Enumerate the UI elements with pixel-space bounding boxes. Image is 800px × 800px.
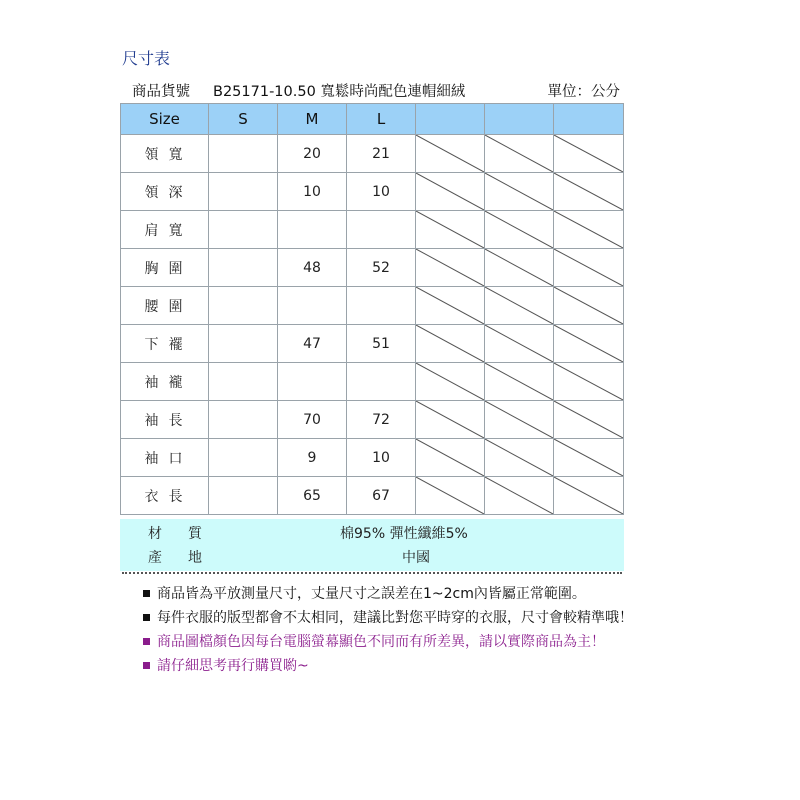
table-row	[121, 439, 624, 477]
table-row	[121, 401, 624, 439]
product-line	[120, 80, 624, 100]
diagonal-line	[416, 135, 484, 172]
cell-s	[209, 401, 278, 439]
diagonal-empty-cell	[485, 135, 554, 173]
diagonal-line	[485, 477, 553, 514]
note-item	[143, 606, 633, 630]
cell-l	[347, 211, 416, 249]
cell-l: 52	[347, 249, 416, 287]
cell-m: 65	[278, 477, 347, 515]
row-label: 腰圍	[121, 287, 209, 325]
header-s: S	[209, 104, 278, 135]
cell-s	[209, 477, 278, 515]
diagonal-line	[416, 325, 484, 362]
row-label: 衣長	[121, 477, 209, 515]
cell-s	[209, 173, 278, 211]
diagonal-line	[485, 173, 553, 210]
diagonal-empty-cell	[416, 439, 485, 477]
diagonal-empty-cell	[416, 249, 485, 287]
diagonal-line	[485, 135, 553, 172]
bullet-square-icon	[143, 662, 150, 669]
size-table-header	[121, 104, 624, 135]
diagonal-empty-cell	[485, 211, 554, 249]
cell-m: 47	[278, 325, 347, 363]
cell-l: 21	[347, 135, 416, 173]
diagonal-line	[554, 325, 623, 362]
note-text: 請仔細思考再行購買喲~	[157, 658, 309, 674]
diagonal-line	[485, 439, 553, 476]
diagonal-empty-cell	[554, 325, 624, 363]
note-text: 每件衣服的版型都會不太相同，建議比對您平時穿的衣服，尺寸會較精準哦！	[157, 610, 633, 626]
row-label: 胸圍	[121, 249, 209, 287]
cell-m	[278, 211, 347, 249]
table-row	[121, 173, 624, 211]
header-empty	[554, 104, 624, 135]
cell-m: 70	[278, 401, 347, 439]
diagonal-line	[485, 287, 553, 324]
diagonal-line	[554, 173, 623, 210]
cell-m	[278, 363, 347, 401]
diagonal-line	[416, 363, 484, 400]
cell-m	[278, 287, 347, 325]
diagonal-empty-cell	[554, 477, 624, 515]
row-label: 袖口	[121, 439, 209, 477]
header-m: M	[278, 104, 347, 135]
diagonal-empty-cell	[416, 363, 485, 401]
note-item	[143, 582, 633, 606]
diagonal-empty-cell	[554, 173, 624, 211]
diagonal-line	[416, 173, 484, 210]
product-code-name: B25171-10.50 寬鬆時尚配色連帽細絨	[213, 84, 466, 100]
notes-list	[143, 582, 633, 678]
diagonal-empty-cell	[416, 477, 485, 515]
cell-m: 20	[278, 135, 347, 173]
diagonal-empty-cell	[416, 401, 485, 439]
diagonal-empty-cell	[554, 401, 624, 439]
row-label: 領深	[121, 173, 209, 211]
bullet-square-icon	[143, 590, 150, 597]
cell-l: 72	[347, 401, 416, 439]
cell-l: 10	[347, 173, 416, 211]
diagonal-empty-cell	[554, 287, 624, 325]
header-empty	[416, 104, 485, 135]
diagonal-empty-cell	[485, 363, 554, 401]
row-label: 袖長	[121, 401, 209, 439]
diagonal-empty-cell	[485, 249, 554, 287]
note-text: 商品圖檔顏色因每台電腦螢幕顯色不同而有所差異，請以實際商品為主！	[157, 634, 605, 650]
diagonal-line	[554, 401, 623, 438]
diagonal-empty-cell	[416, 287, 485, 325]
cell-s	[209, 249, 278, 287]
diagonal-empty-cell	[485, 325, 554, 363]
size-table	[120, 103, 624, 515]
cell-s	[209, 287, 278, 325]
material-label: 材 質	[148, 526, 208, 542]
diagonal-line	[554, 211, 623, 248]
cell-s	[209, 439, 278, 477]
cell-s	[209, 325, 278, 363]
table-row	[121, 249, 624, 287]
diagonal-line	[554, 363, 623, 400]
page-title: 尺寸表	[122, 49, 171, 68]
diagonal-empty-cell	[416, 135, 485, 173]
cell-l	[347, 363, 416, 401]
table-row	[121, 363, 624, 401]
diagonal-line	[416, 401, 484, 438]
diagonal-line	[485, 401, 553, 438]
diagonal-empty-cell	[485, 477, 554, 515]
diagonal-empty-cell	[485, 287, 554, 325]
header-empty	[485, 104, 554, 135]
diagonal-line	[554, 287, 623, 324]
cell-s	[209, 363, 278, 401]
unit-label: 單位：公分	[547, 84, 620, 100]
note-item	[143, 630, 633, 654]
diagonal-line	[416, 211, 484, 248]
table-row	[121, 135, 624, 173]
origin-label: 產 地	[148, 550, 208, 566]
product-code-label: 商品貨號	[132, 84, 190, 100]
bullet-square-icon	[143, 614, 150, 621]
diagonal-empty-cell	[485, 439, 554, 477]
row-label: 領寬	[121, 135, 209, 173]
diagonal-empty-cell	[485, 401, 554, 439]
diagonal-line	[485, 249, 553, 286]
row-label: 下襬	[121, 325, 209, 363]
cell-s	[209, 211, 278, 249]
header-l: L	[347, 104, 416, 135]
row-label: 袖襱	[121, 363, 209, 401]
cell-s	[209, 135, 278, 173]
cell-m: 48	[278, 249, 347, 287]
cell-l: 10	[347, 439, 416, 477]
cell-l: 51	[347, 325, 416, 363]
diagonal-line	[416, 287, 484, 324]
row-label: 肩寬	[121, 211, 209, 249]
table-row	[121, 211, 624, 249]
diagonal-line	[416, 439, 484, 476]
material-box	[120, 519, 624, 571]
diagonal-empty-cell	[485, 173, 554, 211]
cell-m: 10	[278, 173, 347, 211]
diagonal-empty-cell	[554, 439, 624, 477]
diagonal-line	[416, 249, 484, 286]
cell-l	[347, 287, 416, 325]
diagonal-line	[485, 325, 553, 362]
diagonal-empty-cell	[554, 135, 624, 173]
diagonal-line	[554, 249, 623, 286]
diagonal-line	[485, 363, 553, 400]
diagonal-line	[554, 135, 623, 172]
cell-m: 9	[278, 439, 347, 477]
dotted-divider	[122, 572, 622, 574]
diagonal-line	[554, 439, 623, 476]
cell-l: 67	[347, 477, 416, 515]
diagonal-empty-cell	[416, 173, 485, 211]
material-value: 棉95% 彈性纖維5%	[340, 526, 468, 542]
diagonal-empty-cell	[554, 249, 624, 287]
diagonal-empty-cell	[416, 211, 485, 249]
note-item	[143, 654, 633, 678]
diagonal-line	[416, 477, 484, 514]
diagonal-empty-cell	[554, 363, 624, 401]
table-row	[121, 325, 624, 363]
diagonal-line	[485, 211, 553, 248]
table-row	[121, 287, 624, 325]
origin-value: 中國	[402, 550, 430, 566]
table-row	[121, 477, 624, 515]
diagonal-empty-cell	[554, 211, 624, 249]
note-text: 商品皆為平放測量尺寸，丈量尺寸之誤差在1~2cm內皆屬正常範圍。	[157, 586, 586, 602]
header-size: Size	[121, 104, 209, 135]
bullet-square-icon	[143, 638, 150, 645]
diagonal-empty-cell	[416, 325, 485, 363]
diagonal-line	[554, 477, 623, 514]
